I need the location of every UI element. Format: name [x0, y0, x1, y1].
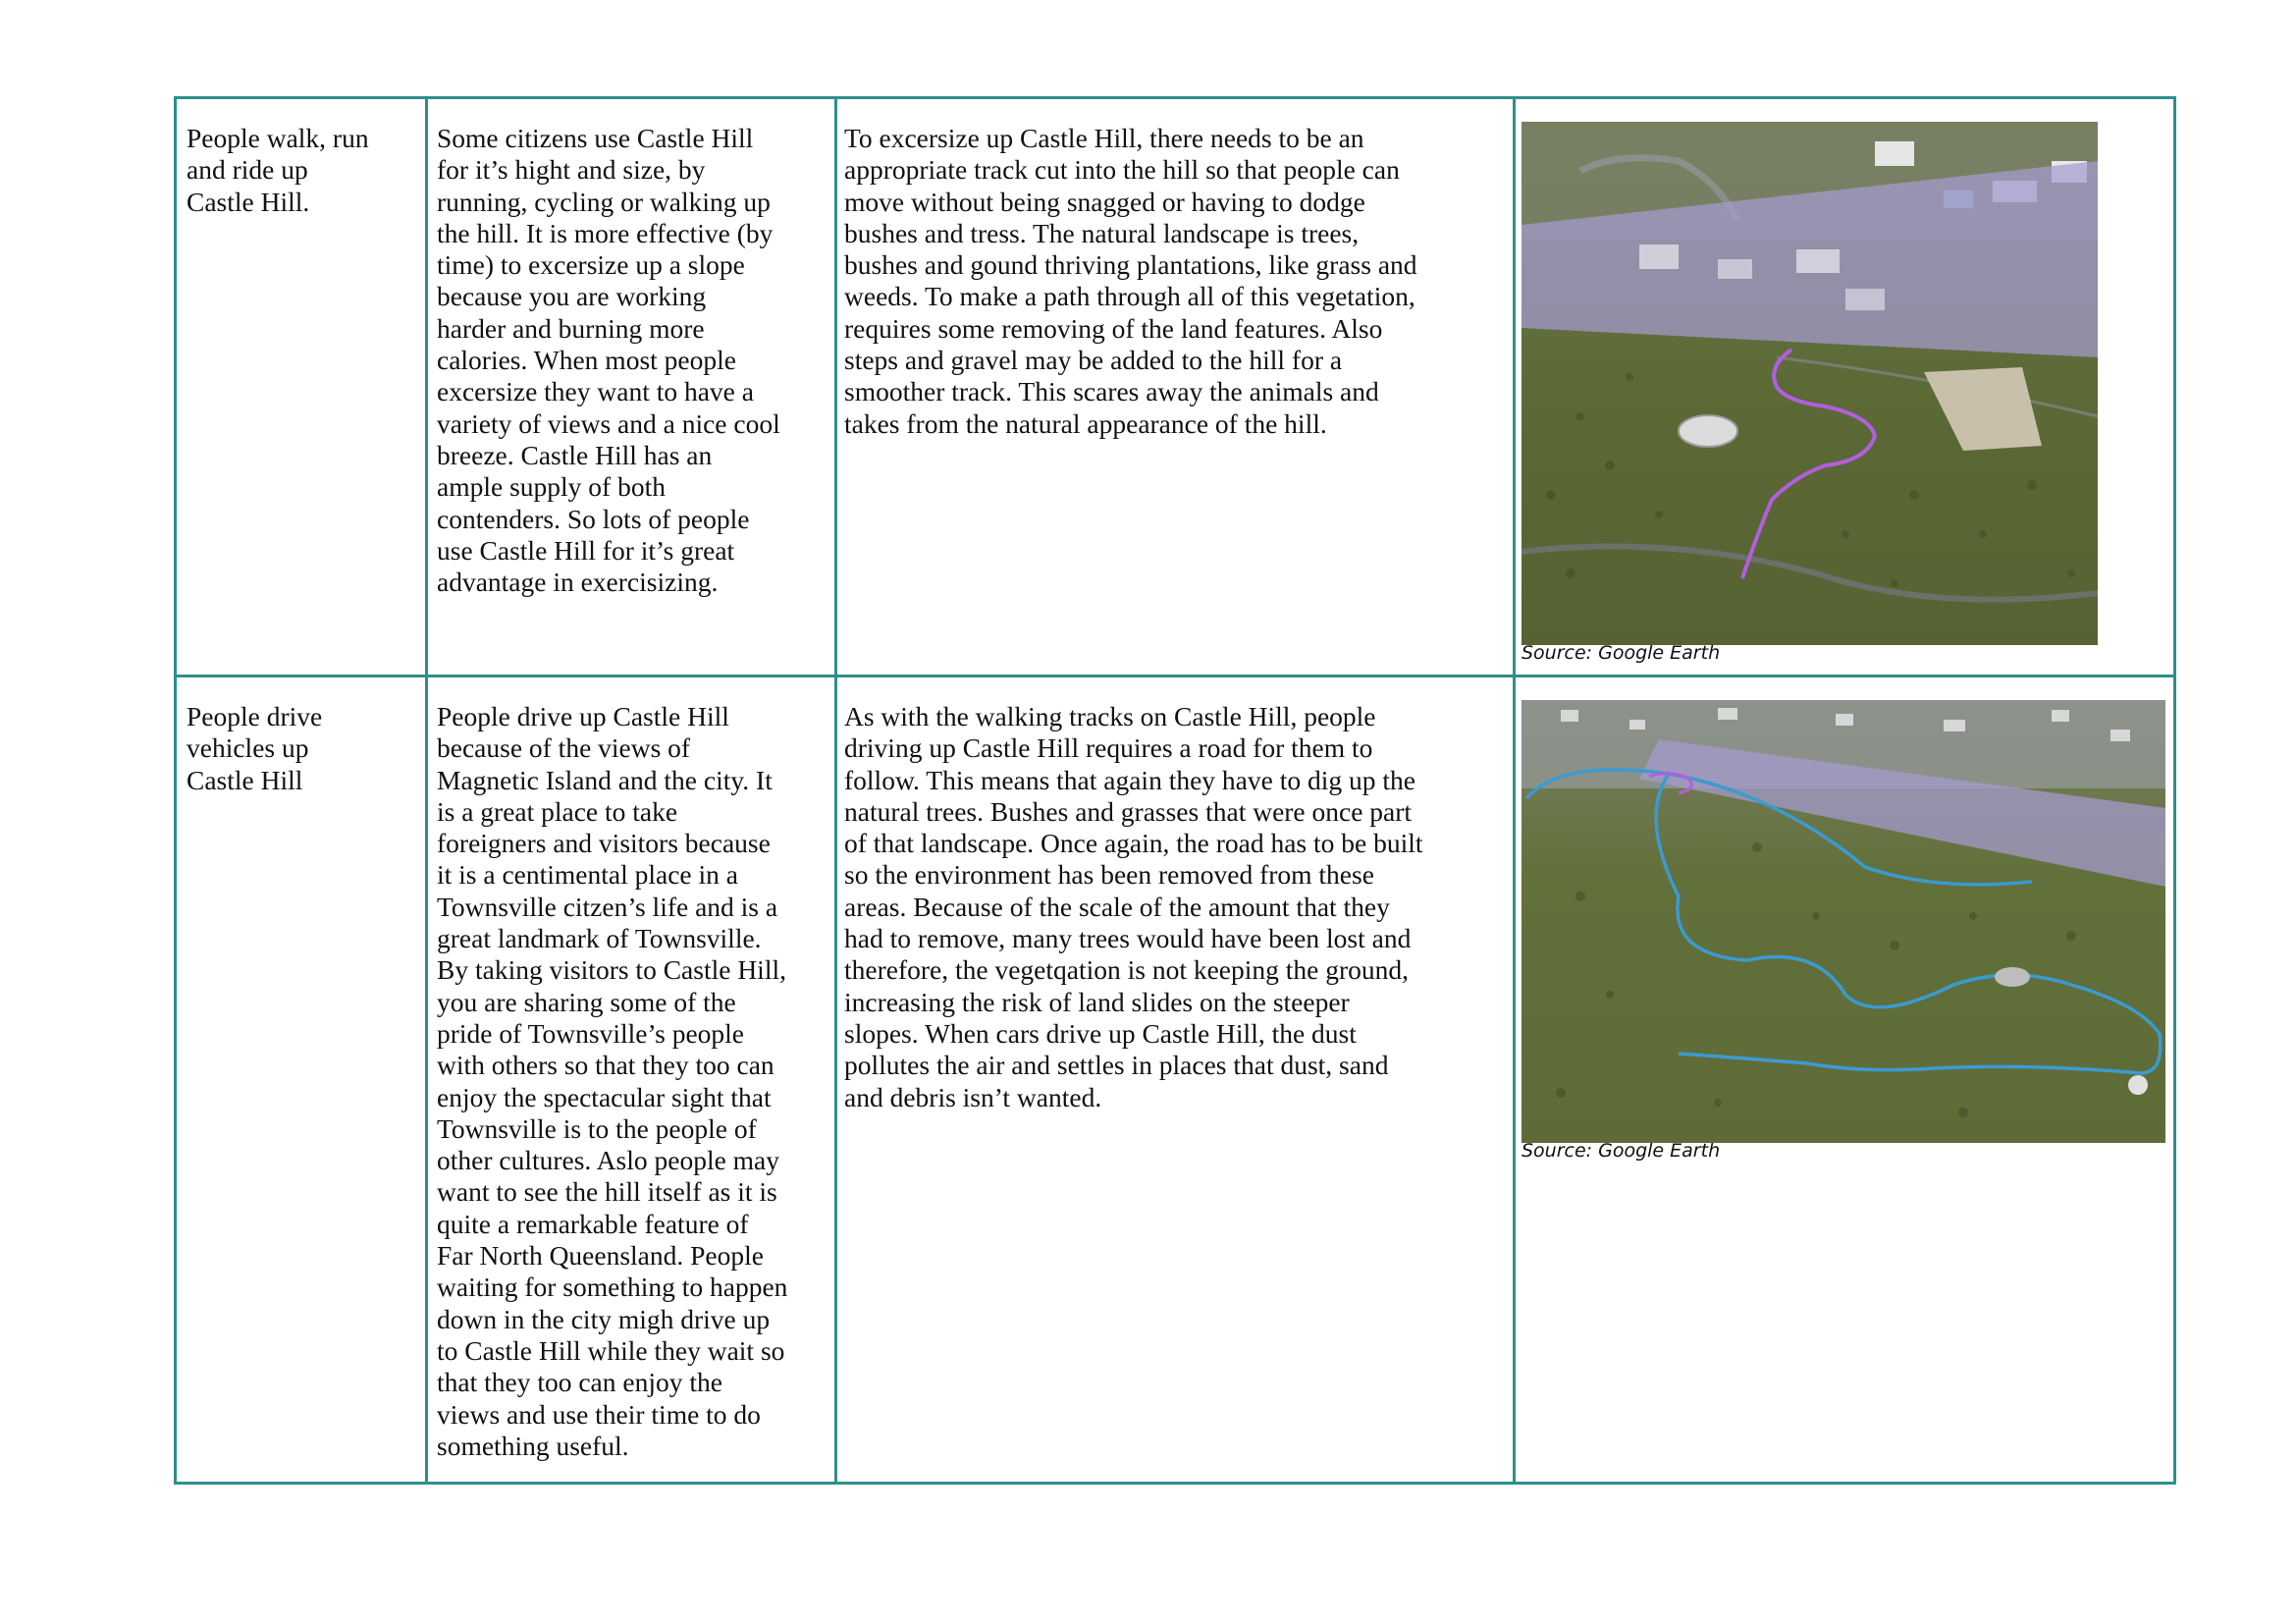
row-1-impact: To excersize up Castle Hill, there needs to be an appropriate track cut into the hill so that people can move without being snagged or having to dodge bushes and tress. The natural landscape is trees, bushes and gound thriving plantations, like grass and weeds. To make a path through all of this vegetation, requires some removing of the land features. Also steps and gravel may be added to the hill for a smoother track. This scares away the animals and takes from the natural appearance of the hill. [844, 123, 1417, 439]
row-divider [177, 675, 2173, 677]
row-2-activity: People drive vehicles up Castle Hill [187, 701, 323, 795]
row-1-activity: People walk, run and ride up Castle Hill. [187, 123, 369, 217]
image-caption: Source: Google Earth [1522, 642, 1721, 664]
activities-table [174, 96, 2176, 1485]
aerial-photo-walking-track [1522, 122, 2098, 645]
row-1-reason: Some citizens use Castle Hill for it’s hight and size, by running, cycling or walking up the hill. It is more effective (by time) to excersize up a slope because you are working harder and burning more calories. When most people excersize they want to have a variety of views and a nice cool breeze. Castle Hill has an ample supply of both contenders. So lots of people use Castle Hill for it’s great advantage in exercisizing. [437, 123, 780, 598]
row-2-impact: As with the walking tracks on Castle Hill, people driving up Castle Hill requires a road for them to follow. This means that again they have to dig up the natural trees. Bushes and grasses that were once part of that landscape. Once again, the road has to be built so the environment has been removed from these areas. Because of the scale of the amount that they had to remove, many trees would have been lost and therefore, the vegetqation is not keeping the ground, increasing the risk of land slides on the steeper slopes. When cars drive up Castle Hill, the dust pollutes the air and settles in places that dust, sand and debris isn’t wanted. [844, 701, 1423, 1112]
column-divider [834, 99, 837, 1482]
image-caption: Source: Google Earth [1522, 1140, 1721, 1162]
row-2-reason: People drive up Castle Hill because of the views of Magnetic Island and the city. It is a great place to take foreigners and visitors because it is a centimental place in a Townsville citzen’s life and is a great landmark of Townsville. By taking visitors to Castle Hill, you are sharing some of the pride of Townsville’s people with others so that they too can enjoy the spectacular sight that Townsville is to the people of other cultures. Aslo people may want to see the hill itself as it is quite a remarkable feature of Far North Queensland. People waiting for something to happen down in the city migh drive up to Castle Hill while they wait so that they too can enjoy the views and use their time to do something useful. [437, 701, 788, 1461]
aerial-photo-driving-road [1522, 700, 2165, 1143]
column-divider [1513, 99, 1516, 1482]
column-divider [425, 99, 428, 1482]
